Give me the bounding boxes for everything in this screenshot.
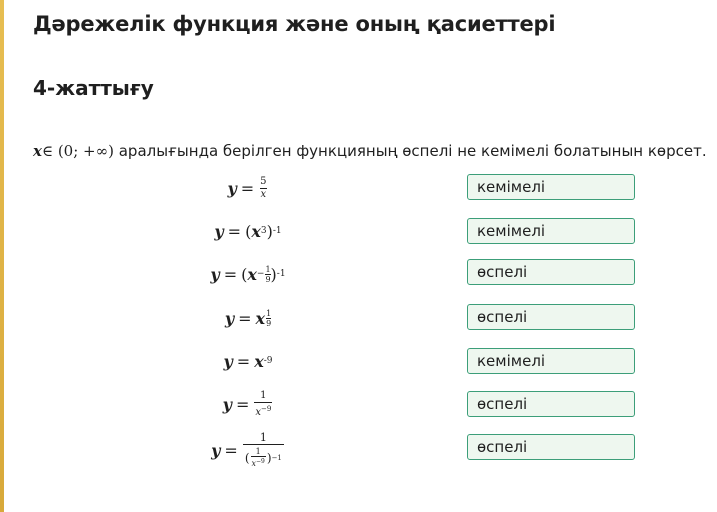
answer-box-6[interactable]: өспелі — [467, 391, 635, 417]
exercise-row-4 — [0, 300, 717, 336]
formula-3: y = ( x − $\frac{1}{9}$ ) -1 — [210, 264, 286, 284]
exercise-row-3 — [0, 256, 717, 292]
answer-box-5[interactable]: кемімелі — [467, 348, 635, 374]
exercise-title: 4-жаттығу — [33, 76, 154, 100]
formula-1: y = $\frac{5}{x}$ — [227, 175, 267, 200]
instruction-body: аралығында берілген функцияның өспелі не кемімелі болатынын көрсет. — [113, 142, 707, 160]
answer-box-7[interactable]: өспелі — [467, 434, 635, 460]
formula-4: y = x $\frac{1}{9}$ — [224, 308, 272, 328]
answer-box-3[interactable]: өспелі — [467, 259, 635, 285]
exercise-row-1 — [0, 170, 717, 206]
answer-box-1[interactable]: кемімелі — [467, 174, 635, 200]
exercise-row-7 — [0, 430, 717, 466]
fraction: $\frac{1}{x^{-9}}$ — [255, 389, 272, 418]
formula-6: y = $\frac{1}{x^{-9}}$ — [222, 389, 272, 418]
exercise-row-2 — [0, 213, 717, 249]
fraction: $\frac{5}{x}$ — [260, 175, 267, 200]
formula-2: y = ( x 3 ) -1 — [214, 221, 282, 241]
instruction-text — [33, 142, 707, 160]
answer-box-4[interactable]: өспелі — [467, 304, 635, 330]
nested-fraction: 1 ( $\frac{1}{x^{-9}}$ ) −1 — [244, 431, 282, 468]
domain-interval: ∈ (0; +∞) — [41, 142, 114, 160]
domain-variable: x — [33, 142, 42, 160]
formula-5: y = x -9 — [223, 351, 273, 371]
page-title: Дәрежелік функция және оның қасиеттері — [33, 12, 556, 36]
exercise-row-5 — [0, 343, 717, 379]
exercise-row-6 — [0, 386, 717, 422]
answer-box-2[interactable]: кемімелі — [467, 218, 635, 244]
formula-7: y = 1 ( $\frac{1}{x^{-9}}$ ) −1 — [211, 431, 282, 468]
